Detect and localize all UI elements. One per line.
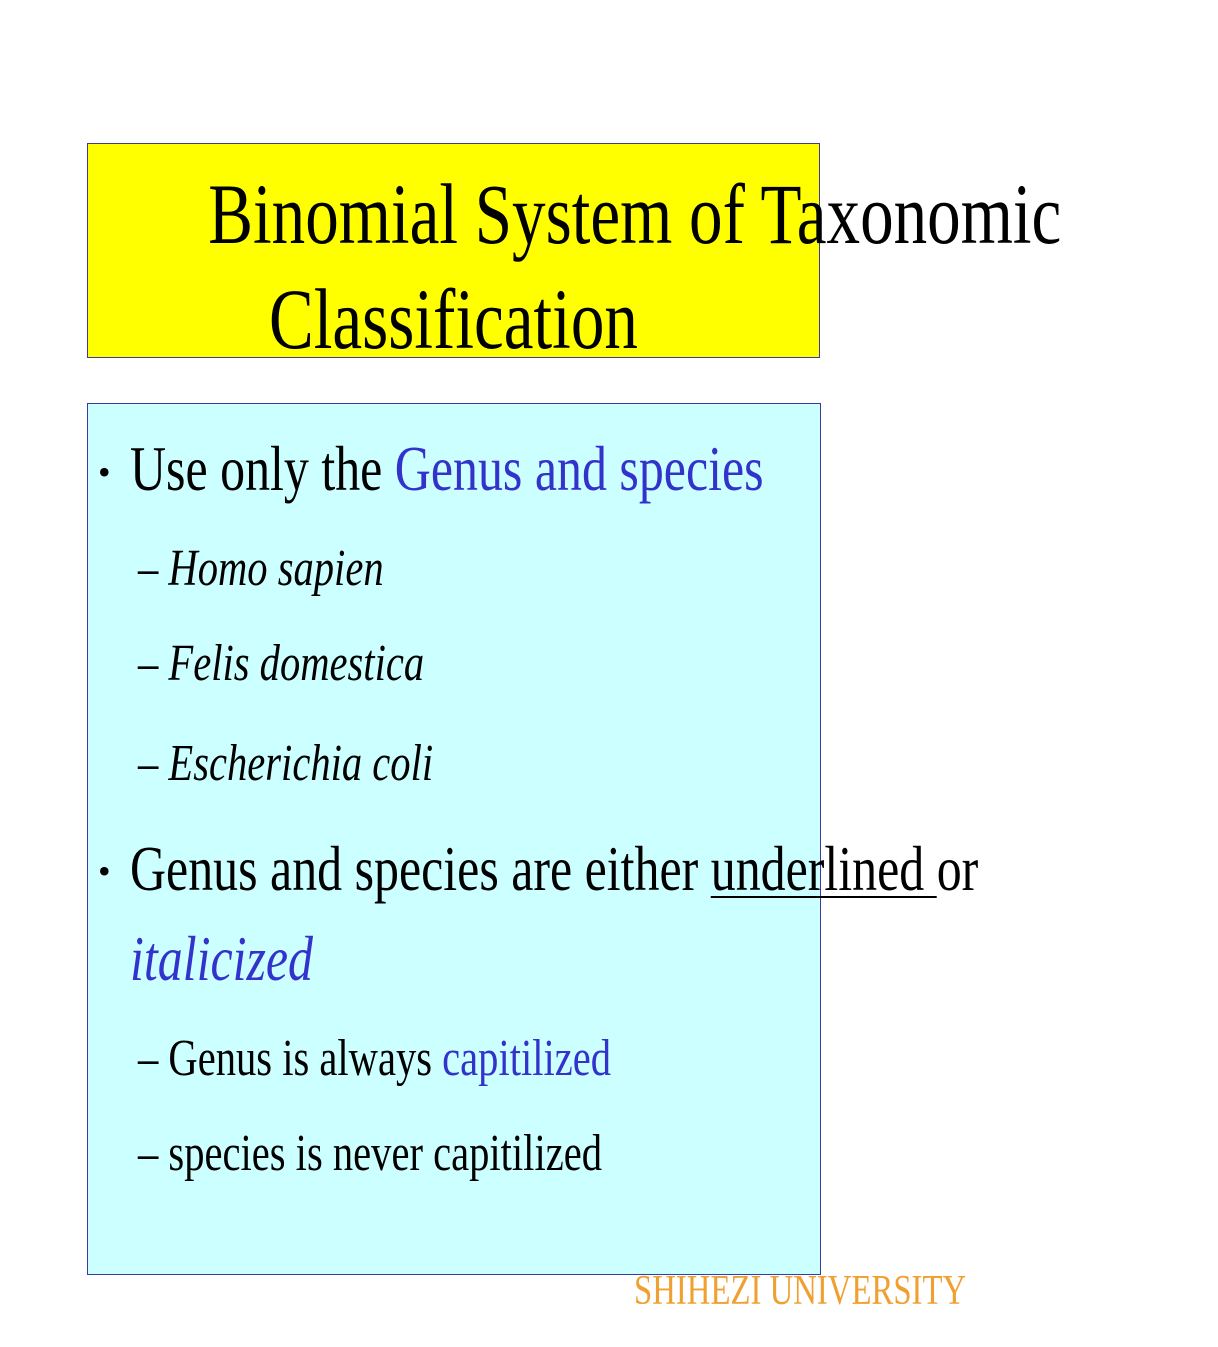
sub-item-text: species is never capitilized (168, 1125, 603, 1182)
bullet-2-text: Genus and species are either (130, 833, 711, 904)
footer-brand: SHIHEZI UNIVERSITY (634, 1268, 967, 1314)
sub-item-text: Escherichia coli (168, 735, 434, 792)
bullet-1-text: Use only the (130, 433, 395, 504)
sub-item-felis-domestica (138, 634, 505, 694)
bullet-marker: • (98, 452, 111, 492)
sub-item-highlight: capitilized (442, 1030, 612, 1087)
bullet-2-italic: italicized (130, 923, 314, 994)
dash-marker: – (138, 635, 159, 692)
sub-item-text: Felis domestica (168, 635, 425, 692)
sub-item-text: Genus is always (168, 1030, 443, 1087)
bullet-marker: • (98, 851, 111, 891)
dash-marker: – (138, 1030, 159, 1087)
dash-marker: – (138, 735, 159, 792)
sub-item-species-lowercase (138, 1124, 733, 1184)
bullet-1-highlight: Genus and species (394, 433, 764, 504)
bullet-1 (130, 434, 942, 504)
bullet-2-or: or (936, 833, 979, 904)
sub-item-homo-sapien (138, 539, 453, 599)
dash-marker: – (138, 1125, 159, 1182)
sub-item-text: Homo sapien (168, 540, 384, 597)
bullet-2-underlined: underlined (710, 833, 937, 904)
sub-item-escherichia-coli (138, 734, 516, 794)
bullet-2-continuation (130, 924, 365, 994)
dash-marker: – (138, 540, 159, 597)
bullet-2 (130, 834, 1218, 904)
slide-content-box (87, 403, 979, 1275)
slide-title-box (87, 143, 1062, 367)
slide-title-line-1: Binomial System of Taxonomic (208, 166, 1062, 262)
slide-title-line-2: Classification (269, 271, 638, 367)
sub-item-genus-capitalized (138, 1029, 745, 1089)
